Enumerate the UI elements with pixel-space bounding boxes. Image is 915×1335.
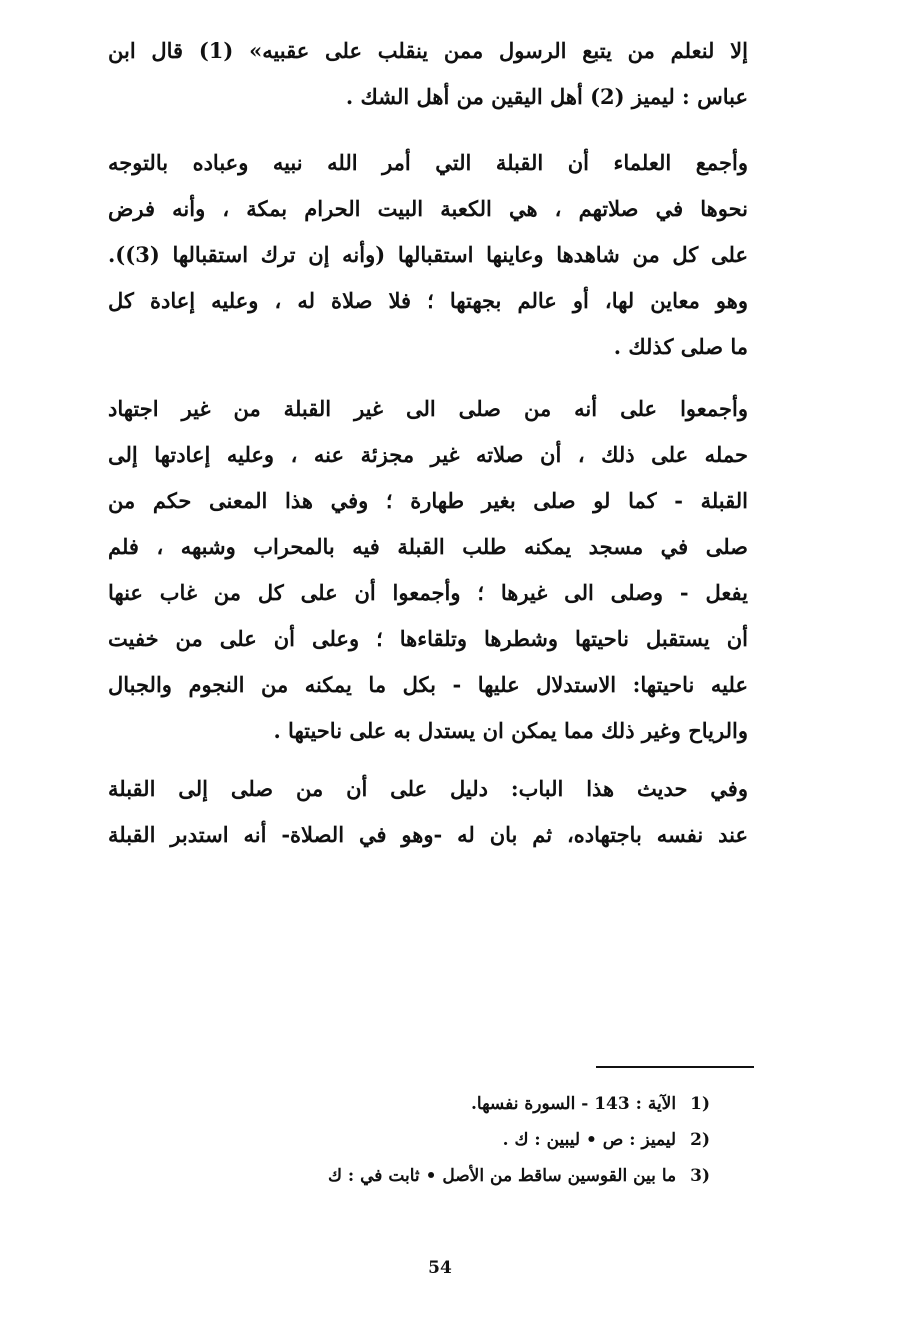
text-line: أن يستقبل ناحيتها وشطرها وتلقاءها ؛ وعلى أن على من خفيت — [108, 626, 748, 651]
footnotes — [250, 1086, 710, 1194]
text-line: القبلة - كما لو صلى بغير طهارة ؛ وفي هذا المعنى حكم من — [108, 488, 748, 513]
footnote-number: (3 — [690, 1166, 710, 1186]
text-line: عباس : ليميز (2) أهل اليقين من أهل الشك . — [345, 84, 748, 109]
paragraph-3 — [108, 386, 748, 754]
footnote-number: (2 — [690, 1130, 710, 1150]
text-line: وأجمعوا على أنه من صلى الى غير القبلة من غير اجتهاد — [108, 396, 748, 421]
paragraph-4 — [108, 766, 748, 858]
footnote-number: (1 — [690, 1094, 710, 1114]
text-line: وأجمع العلماء أن القبلة التي أمر الله نبيه وعباده بالتوجه — [108, 150, 748, 175]
text-line: عليه ناحيتها: الاستدلال عليها - بكل ما يمكنه من النجوم والجبال — [108, 672, 748, 697]
text-line: يفعل - وصلى الى غيرها ؛ وأجمعوا أن على كل من غاب عنها — [108, 580, 748, 605]
text-line: والرياح وغير ذلك مما يمكن ان يستدل به على ناحيتها . — [273, 718, 748, 743]
text-line: نحوها في صلاتهم ، هي الكعبة البيت الحرام بمكة ، وأنه فرض — [108, 196, 748, 221]
footnote-text: ما بين القوسين ساقط من الأصل • ثابت في : ك — [327, 1166, 677, 1186]
text-line: ما صلى كذلك . — [613, 334, 748, 359]
page-number: 54 — [428, 1258, 452, 1278]
footnote-1 — [250, 1086, 710, 1122]
paragraph-1 — [108, 28, 748, 120]
paragraph-2 — [108, 140, 748, 370]
text-line: حمله على ذلك ، أن صلاته غير مجزئة عنه ، وعليه إعادتها إلى — [108, 442, 748, 467]
text-line: إلا لنعلم من يتبع الرسول ممن ينقلب على عقبيه» (1) قال ابن — [108, 38, 748, 63]
text-line: على كل من شاهدها وعاينها استقبالها (وأنه إن ترك استقبالها (3)). — [108, 242, 748, 267]
footnote-divider — [596, 1066, 754, 1068]
text-line: وفي حديث هذا الباب: دليل على أن من صلى إلى القبلة — [108, 776, 748, 801]
footnote-3 — [250, 1158, 710, 1194]
footnote-2 — [250, 1122, 710, 1158]
text-line: صلى في مسجد يمكنه طلب القبلة فيه بالمحراب وشبهه ، فلم — [108, 534, 748, 559]
text-line: وهو معاين لها، أو عالم بجهتها ؛ فلا صلاة له ، وعليه إعادة كل — [108, 288, 748, 313]
footnote-text: ليميز : ص • ليبين : ك . — [502, 1130, 677, 1150]
text-line: عند نفسه باجتهاده، ثم بان له -وهو في الصلاة- أنه استدبر القبلة — [108, 822, 748, 847]
footnote-text: الآية : 143 - السورة نفسها. — [471, 1094, 677, 1114]
